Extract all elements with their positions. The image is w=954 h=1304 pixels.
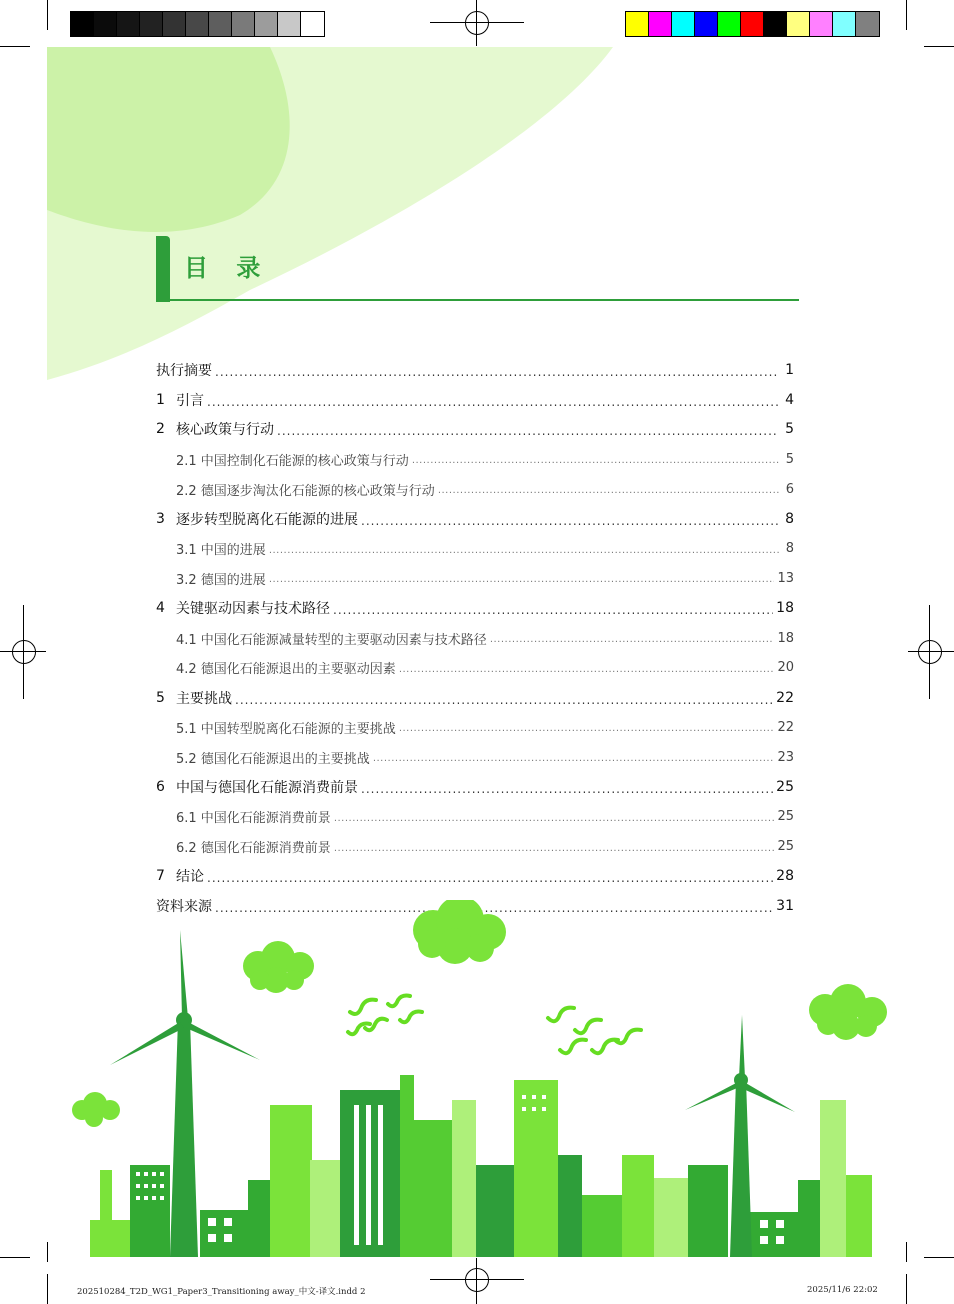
color-swatch: [672, 12, 695, 36]
crop-mark: [924, 1257, 954, 1258]
color-swatch: [255, 12, 278, 36]
toc-entry-page: 22: [776, 689, 794, 706]
toc-leader-dots: [334, 840, 775, 854]
toc-entry[interactable]: [156, 564, 794, 594]
color-swatch: [140, 12, 163, 36]
bird-icon: [348, 996, 641, 1054]
toc-entry[interactable]: [156, 713, 794, 743]
toc-leader-dots: [373, 750, 775, 764]
toc-entry[interactable]: [156, 832, 794, 862]
toc-entry-page: 25: [776, 779, 794, 796]
toc-entry-page: 5: [785, 421, 794, 438]
toc-entry[interactable]: [156, 683, 794, 713]
color-swatch: [209, 12, 232, 36]
toc-leader-dots: [361, 512, 779, 526]
cloud-icon: [243, 941, 314, 993]
title-accent-bar: [156, 236, 170, 302]
toc-entry-label: 关键驱动因素与技术路径: [176, 601, 330, 618]
color-swatch: [626, 12, 649, 36]
cloud-icon: [413, 900, 506, 964]
toc-leader-dots: [333, 601, 773, 615]
toc-leader-dots: [235, 691, 773, 705]
color-swatch-bar: [625, 11, 880, 37]
toc-entry[interactable]: [156, 593, 794, 623]
toc-entry-label: 资料来源: [156, 899, 212, 916]
toc-entry-page: 20: [777, 660, 794, 676]
toc-entry-page: 5: [785, 451, 794, 467]
toc-leader-dots: [215, 363, 779, 377]
color-swatch: [649, 12, 672, 36]
color-swatch: [117, 12, 140, 36]
toc-entry[interactable]: [156, 742, 794, 772]
toc-entry-label: 2.2 德国逐步淘汰化石能源的核心政策与行动: [176, 483, 435, 499]
color-swatch: [94, 12, 117, 36]
toc-leader-dots: [269, 571, 775, 585]
toc-leader-dots: [438, 482, 779, 496]
background-leaf: [0, 0, 954, 380]
toc-leader-dots: [490, 631, 775, 645]
toc-entry[interactable]: [156, 862, 794, 892]
toc-entry-label: 6.1 中国化石能源消费前景: [176, 811, 331, 827]
registration-line: [929, 605, 930, 699]
crop-mark: [906, 1242, 907, 1262]
color-swatch: [163, 12, 186, 36]
crop-mark: [906, 0, 907, 30]
crop-mark: [47, 0, 48, 30]
toc-entry-page: 25: [777, 809, 794, 825]
toc-entry-page: 6: [785, 481, 794, 497]
toc-entry-label: 结论: [176, 869, 204, 886]
gray-swatch-bar: [70, 11, 325, 37]
registration-line: [476, 1258, 477, 1304]
toc-entry-number: 2: [156, 421, 165, 438]
registration-line: [476, 0, 477, 46]
toc-leader-dots: [207, 869, 773, 883]
page-title: 目 录: [184, 254, 271, 282]
toc-entry-label: 5.2 德国化石能源退出的主要挑战: [176, 751, 370, 767]
color-swatch: [856, 12, 879, 36]
toc-entry-page: 23: [777, 749, 794, 765]
toc-entry-label: 6.2 德国化石能源消费前景: [176, 841, 331, 857]
toc-leader-dots: [412, 452, 779, 466]
color-swatch: [186, 12, 209, 36]
color-swatch: [764, 12, 787, 36]
crop-mark: [47, 1242, 48, 1262]
toc-entry[interactable]: [156, 534, 794, 564]
registration-mark-icon: [918, 640, 942, 664]
toc-entry[interactable]: [156, 623, 794, 653]
cloud-icon: [72, 1092, 120, 1127]
toc-entry[interactable]: [156, 802, 794, 832]
toc-entry-page: 22: [777, 719, 794, 735]
toc-leader-dots: [361, 780, 773, 794]
registration-mark-icon: [465, 1268, 489, 1292]
footer-file-slug: 202510284_T2D_WG1_Paper3_Transitioning away_中文-译文.indd 2: [77, 1287, 366, 1297]
color-swatch: [787, 12, 810, 36]
toc-entry-page: 1: [785, 361, 794, 378]
toc-entry-label: 2.1 中国控制化石能源的核心政策与行动: [176, 453, 409, 469]
title-rule: [156, 299, 799, 301]
toc-leader-dots: [269, 542, 779, 556]
crop-mark: [0, 1257, 30, 1258]
toc-entry[interactable]: [156, 504, 794, 534]
toc-entry-page: 18: [777, 630, 794, 646]
toc-entry-page: 18: [776, 600, 794, 617]
toc-entry[interactable]: [156, 415, 794, 445]
toc-leader-dots: [277, 422, 779, 436]
color-swatch: [695, 12, 718, 36]
toc-entry-page: 31: [776, 898, 794, 915]
color-swatch: [278, 12, 301, 36]
toc-leader-dots: [334, 810, 775, 824]
toc-entry[interactable]: [156, 444, 794, 474]
crop-mark: [924, 46, 954, 47]
color-swatch: [833, 12, 856, 36]
color-swatch: [232, 12, 255, 36]
table-of-contents: [156, 355, 794, 921]
toc-entry-page: 8: [785, 541, 794, 557]
toc-entry-label: 引言: [176, 392, 204, 409]
toc-entry-label: 核心政策与行动: [176, 422, 274, 439]
toc-leader-dots: [399, 661, 775, 675]
registration-line: [908, 651, 954, 652]
color-swatch: [741, 12, 764, 36]
toc-entry-number: 7: [156, 868, 165, 885]
toc-entry-label: 3.1 中国的进展: [176, 543, 266, 559]
color-swatch: [301, 12, 324, 36]
toc-entry-page: 13: [777, 570, 794, 586]
toc-entry-label: 中国与德国化石能源消费前景: [176, 780, 358, 797]
color-swatch: [71, 12, 94, 36]
toc-entry-label: 4.2 德国化石能源退出的主要驱动因素: [176, 662, 396, 678]
crop-mark: [47, 1274, 48, 1304]
toc-entry[interactable]: [156, 653, 794, 683]
green-city-illustration: [60, 900, 890, 1260]
registration-line: [23, 605, 24, 699]
building-icon: [90, 1075, 872, 1257]
registration-mark-icon: [12, 640, 36, 664]
toc-entry-label: 逐步转型脱离化石能源的进展: [176, 511, 358, 528]
toc-entry-page: 25: [777, 839, 794, 855]
toc-leader-dots: [399, 720, 775, 734]
toc-entry-number: 1: [156, 391, 165, 408]
color-swatch: [718, 12, 741, 36]
toc-entry-label: 3.2 德国的进展: [176, 572, 266, 588]
toc-entry[interactable]: [156, 474, 794, 504]
crop-mark: [906, 1274, 907, 1304]
toc-entry-page: 4: [785, 391, 794, 408]
cloud-icon: [809, 984, 887, 1040]
toc-entry[interactable]: [156, 355, 794, 385]
toc-entry-label: 5.1 中国转型脱离化石能源的主要挑战: [176, 721, 396, 737]
toc-entry-number: 4: [156, 600, 165, 617]
color-swatch: [810, 12, 833, 36]
crop-mark: [0, 46, 30, 47]
toc-entry-number: 5: [156, 689, 165, 706]
toc-entry[interactable]: [156, 385, 794, 415]
toc-entry-label: 主要挑战: [176, 690, 232, 707]
toc-entry[interactable]: [156, 772, 794, 802]
toc-leader-dots: [207, 393, 779, 407]
toc-entry-number: 6: [156, 779, 165, 796]
registration-line: [430, 22, 524, 23]
footer-date: 2025/11/6 22:02: [807, 1285, 878, 1295]
registration-line: [430, 1279, 524, 1280]
toc-entry-page: 8: [785, 510, 794, 527]
toc-entry-label: 执行摘要: [156, 362, 212, 379]
toc-entry-page: 28: [776, 868, 794, 885]
toc-entry-label: 4.1 中国化石能源减量转型的主要驱动因素与技术路径: [176, 632, 487, 648]
registration-mark-icon: [465, 11, 489, 35]
toc-entry-number: 3: [156, 510, 165, 527]
